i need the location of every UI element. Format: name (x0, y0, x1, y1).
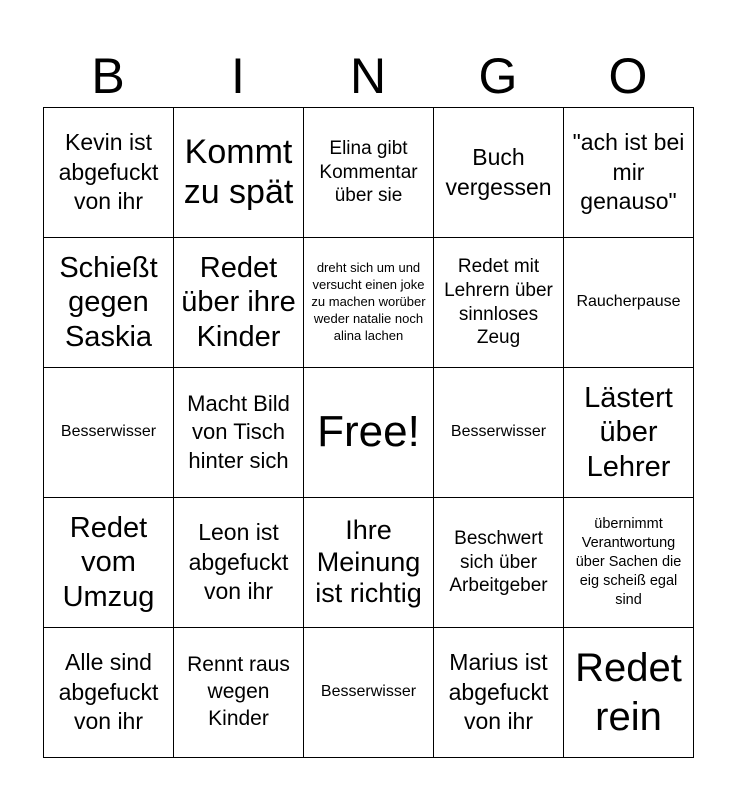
header-letter-b: B (91, 48, 125, 104)
bingo-cell[interactable] (174, 238, 304, 368)
cell-text: Leon ist abgefuckt von ihr (188, 518, 289, 605)
header-letter-g: G (478, 48, 518, 104)
bingo-cell[interactable] (174, 628, 304, 758)
cell-text: Redet mit Lehrern über sinnloses Zeug (444, 256, 553, 349)
cell-text: Marius ist abgefuckt von ihr (448, 648, 549, 735)
cell-text: Kevin ist abgefuckt von ihr (58, 128, 159, 215)
header-letter-o: O (608, 48, 648, 104)
bingo-cell[interactable] (44, 368, 174, 498)
bingo-cell[interactable] (44, 238, 174, 368)
bingo-cell[interactable] (304, 628, 434, 758)
bingo-cell[interactable] (564, 108, 694, 238)
cell-text: Rennt raus wegen Kinder (187, 653, 290, 730)
bingo-cell[interactable] (434, 498, 564, 628)
cell-text: Elina gibt Kommentar über sie (319, 137, 418, 207)
bingo-cell[interactable] (304, 238, 434, 368)
cell-text: Beschwert sich über Arbeitgeber (449, 527, 548, 597)
cell-text: Alle sind abgefuckt von ihr (58, 648, 159, 735)
bingo-cell[interactable] (174, 108, 304, 238)
cell-text: Lästert über Lehrer (584, 382, 673, 483)
bingo-cell[interactable] (564, 498, 694, 628)
bingo-cell[interactable] (174, 368, 304, 498)
cell-text: Redet rein (575, 645, 682, 739)
cell-text: Schießt gegen Saskia (59, 252, 158, 353)
cell-text: Buch vergessen (445, 143, 552, 200)
cell-text: Redet vom Umzug (62, 512, 155, 613)
cell-text: Macht Bild von Tisch hinter sich (187, 391, 290, 473)
bingo-cell[interactable] (564, 368, 694, 498)
bingo-cell[interactable] (44, 628, 174, 758)
cell-text: "ach ist bei mir genauso" (572, 128, 685, 215)
bingo-cell[interactable] (434, 628, 564, 758)
cell-text: Besserwisser (450, 423, 547, 441)
cell-text: dreht sich um und versucht einen joke zu machen worüber weder natalie noch alina lachen (311, 260, 426, 343)
cell-text: Redet über ihre Kinder (181, 252, 296, 353)
cell-text: Kommt zu spät (183, 133, 294, 211)
free-space-label: Free! (317, 407, 420, 457)
bingo-board (43, 107, 694, 758)
bingo-cell[interactable] (304, 108, 434, 238)
header-letter-n: N (349, 48, 387, 104)
cell-text: übernimmt Verantwortung über Sachen die eig scheiß egal sind (575, 516, 682, 608)
bingo-cell[interactable] (44, 498, 174, 628)
bingo-header (43, 44, 693, 108)
bingo-cell[interactable] (564, 628, 694, 758)
cell-text: Besserwisser (320, 683, 417, 701)
bingo-cell[interactable] (304, 498, 434, 628)
bingo-cell[interactable] (44, 108, 174, 238)
free-space-cell[interactable] (304, 368, 434, 498)
cell-text: Raucherpause (576, 293, 681, 311)
bingo-cell[interactable] (434, 368, 564, 498)
header-letter-i: I (231, 48, 245, 104)
bingo-cell[interactable] (564, 238, 694, 368)
cell-text: Besserwisser (60, 423, 157, 441)
bingo-cell[interactable] (174, 498, 304, 628)
bingo-cell[interactable] (434, 108, 564, 238)
bingo-cell[interactable] (434, 238, 564, 368)
cell-text: Ihre Meinung ist richtig (315, 514, 422, 609)
